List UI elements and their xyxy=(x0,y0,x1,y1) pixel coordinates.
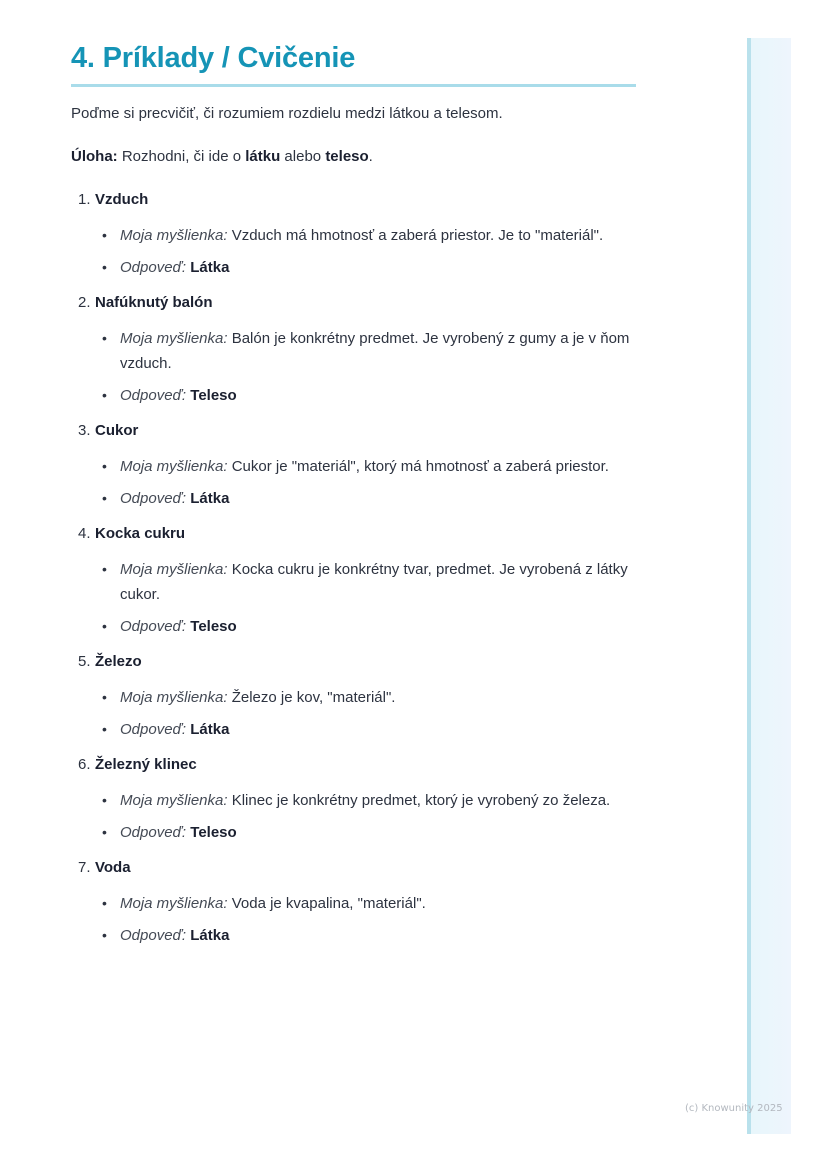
thought-line xyxy=(71,454,636,479)
answer-value: Teleso xyxy=(190,387,237,404)
answer-label: Odpoveď: xyxy=(120,490,187,507)
item-name: Železný klinec xyxy=(95,756,197,773)
task-label: Úloha: xyxy=(71,148,118,165)
answer-label: Odpoveď: xyxy=(120,387,187,404)
answer-label: Odpoveď: xyxy=(120,721,187,738)
intro-paragraph: Poďme si precvičiť, či rozumiem rozdielu medzi látkou a telesom. xyxy=(71,105,503,122)
item-number: 3. xyxy=(78,422,91,439)
answer-value: Teleso xyxy=(190,824,237,841)
item-name: Železo xyxy=(95,653,142,670)
side-decoration-bar xyxy=(747,38,791,1134)
task-paragraph xyxy=(71,146,636,168)
copyright-notice: (c) Knowunity 2025 xyxy=(685,1103,783,1114)
item-heading xyxy=(71,523,636,545)
thought-text: Kocka cukru je konkrétny tvar, predmet. Je vyrobená z látky cukor. xyxy=(120,561,628,603)
task-text-3: . xyxy=(368,148,373,165)
answer-label: Odpoveď: xyxy=(120,618,187,635)
thought-label: Moja myšlienka: xyxy=(120,689,228,706)
answer-value: Látka xyxy=(190,927,230,944)
item-details xyxy=(71,788,636,845)
item-details xyxy=(71,891,636,948)
task-text-2: alebo xyxy=(280,148,326,165)
item-number: 5. xyxy=(78,653,91,670)
item-heading xyxy=(71,857,636,879)
item-details xyxy=(71,326,636,408)
thought-line xyxy=(71,891,636,916)
item-name: Voda xyxy=(95,859,131,876)
list-item xyxy=(71,523,636,639)
list-item xyxy=(71,754,636,845)
thought-label: Moja myšlienka: xyxy=(120,330,228,347)
bullet-icon: • xyxy=(102,824,107,840)
bullet-icon: • xyxy=(102,490,107,506)
answer-line xyxy=(71,255,636,280)
bullet-icon: • xyxy=(102,895,107,911)
answer-line xyxy=(71,717,636,742)
item-heading xyxy=(71,189,636,211)
item-details xyxy=(71,557,636,639)
bullet-icon: • xyxy=(102,259,107,275)
bullet-icon: • xyxy=(102,792,107,808)
answer-line xyxy=(71,383,636,408)
answer-value: Látka xyxy=(190,721,230,738)
bullet-icon: • xyxy=(102,561,107,577)
task-bold-1: látku xyxy=(245,148,281,165)
thought-label: Moja myšlienka: xyxy=(120,792,228,809)
bullet-icon: • xyxy=(102,927,107,943)
thought-label: Moja myšlienka: xyxy=(120,458,228,475)
task-bold-2: teleso xyxy=(325,148,369,165)
answer-line xyxy=(71,486,636,511)
thought-label: Moja myšlienka: xyxy=(120,895,228,912)
list-item xyxy=(71,651,636,742)
answer-label: Odpoveď: xyxy=(120,927,187,944)
item-heading xyxy=(71,292,636,314)
page-title: 4. Príklady / Cvičenie xyxy=(71,36,636,87)
item-number: 6. xyxy=(78,756,91,773)
list-item xyxy=(71,189,636,280)
item-details xyxy=(71,223,636,280)
exercise-list xyxy=(71,189,636,948)
answer-label: Odpoveď: xyxy=(120,259,187,276)
thought-line xyxy=(71,685,636,710)
thought-line xyxy=(71,557,636,607)
item-name: Vzduch xyxy=(95,191,149,208)
bullet-icon: • xyxy=(102,387,107,403)
list-item xyxy=(71,420,636,511)
item-heading xyxy=(71,754,636,776)
thought-text: Voda je kvapalina, "materiál". xyxy=(227,895,426,912)
bullet-icon: • xyxy=(102,721,107,737)
thought-label: Moja myšlienka: xyxy=(120,227,228,244)
bullet-icon: • xyxy=(102,689,107,705)
answer-label: Odpoveď: xyxy=(120,824,187,841)
answer-line xyxy=(71,614,636,639)
item-heading xyxy=(71,651,636,673)
item-name: Nafúknutý balón xyxy=(95,294,213,311)
item-details xyxy=(71,454,636,511)
answer-value: Látka xyxy=(190,490,230,507)
document-content xyxy=(71,36,636,960)
bullet-icon: • xyxy=(102,458,107,474)
thought-text: Vzduch má hmotnosť a zaberá priestor. Je to "materiál". xyxy=(227,227,604,244)
thought-text: Balón je konkrétny predmet. Je vyrobený z gumy a je v ňom vzduch. xyxy=(120,330,630,372)
item-name: Kocka cukru xyxy=(95,525,186,542)
answer-line xyxy=(71,820,636,845)
item-heading xyxy=(71,420,636,442)
bullet-icon: • xyxy=(102,330,107,346)
thought-line xyxy=(71,788,636,813)
item-number: 1. xyxy=(78,191,91,208)
thought-text: Cukor je "materiál", ktorý má hmotnosť a zaberá priestor. xyxy=(227,458,609,475)
thought-label: Moja myšlienka: xyxy=(120,561,228,578)
bullet-icon: • xyxy=(102,618,107,634)
task-text-1: Rozhodni, či ide o xyxy=(117,148,246,165)
thought-line xyxy=(71,326,636,376)
thought-text: Železo je kov, "materiál". xyxy=(227,689,396,706)
thought-line xyxy=(71,223,636,248)
item-details xyxy=(71,685,636,742)
answer-value: Teleso xyxy=(190,618,237,635)
list-item xyxy=(71,292,636,408)
item-number: 4. xyxy=(78,525,91,542)
list-item xyxy=(71,857,636,948)
answer-value: Látka xyxy=(190,259,230,276)
thought-text: Klinec je konkrétny predmet, ktorý je vyrobený zo železa. xyxy=(227,792,611,809)
item-number: 2. xyxy=(78,294,91,311)
answer-line xyxy=(71,923,636,948)
item-number: 7. xyxy=(78,859,91,876)
bullet-icon: • xyxy=(102,227,107,243)
item-name: Cukor xyxy=(95,422,139,439)
